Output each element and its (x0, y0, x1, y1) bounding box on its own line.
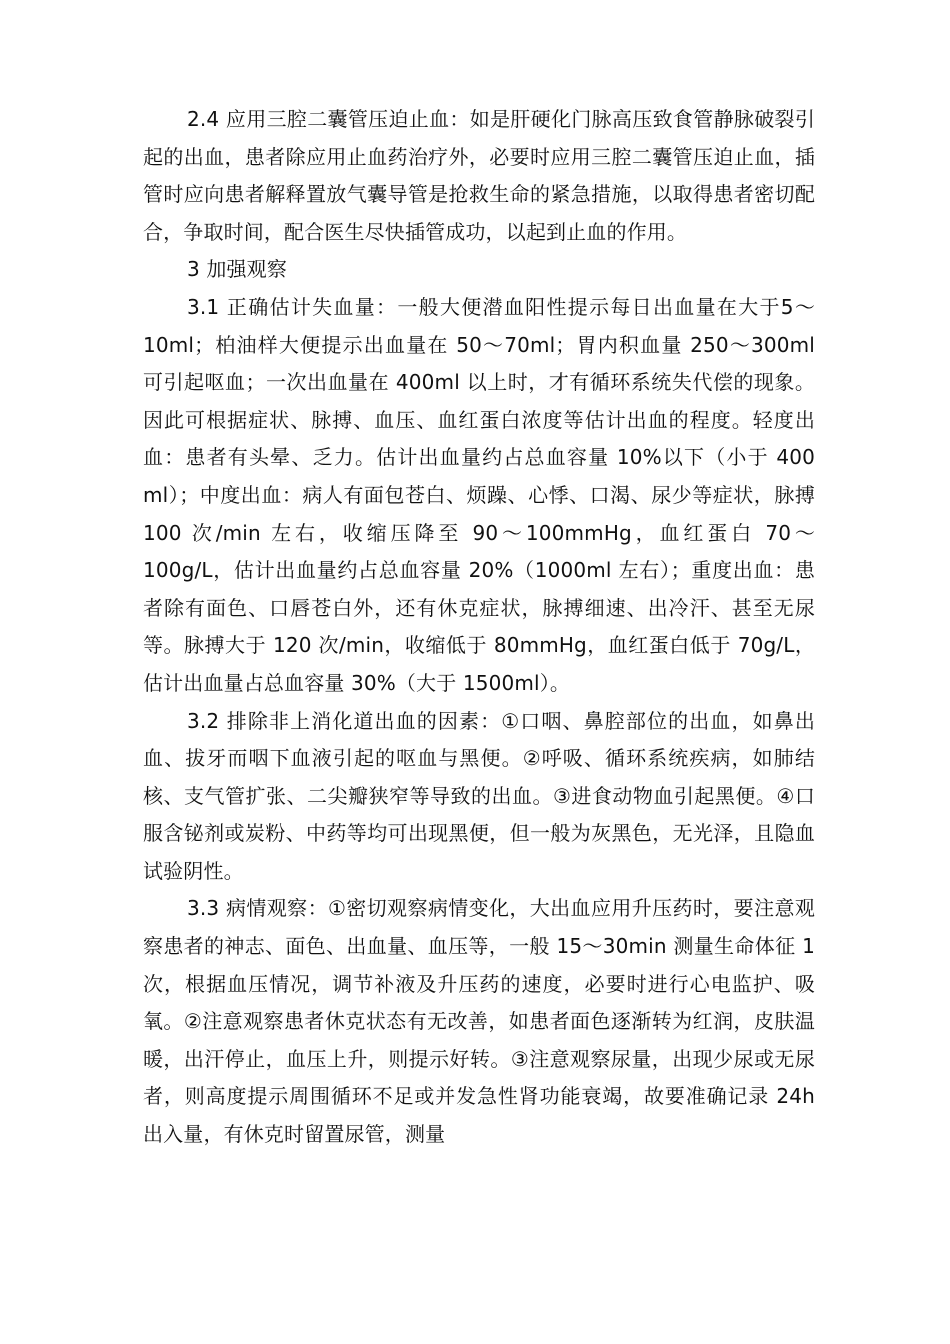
document-body (143, 101, 815, 1154)
paragraph-3-1: 3.1 正确估计失血量：一般大便潜血阳性提示每日出血量在大于5～10ml；柏油样大便提示出血量在 50～70ml；胃内积血量 250～300ml 可引起呕血；一次出血量在 400ml 以上时，才有循环系统失代偿的现象。因此可根据症状、脉搏、血压、血红蛋白浓度等估计出血的程度。轻度出血：患者有头晕、乏力。估计出血量约占总血容量 10%以下（小于 400 ml）；中度出血：病人有面包苍白、烦躁、心悸、口渴、尿少等症状，脉搏 100 次/min 左右，收缩压降至 90～100mmHg，血红蛋白 70～100g/L，估计出血量约占总血容量 20%（1000ml 左右）；重度出血：患者除有面色、口唇苍白外，还有休克症状，脉搏细速、出冷汗、甚至无尿等。脉搏大于 120 次/min，收缩低于 80mmHg，血红蛋白低于 70g/L，估计出血量占总血容量 30%（大于 1500ml）。 (143, 294, 815, 695)
paragraph-3-2: 3.2 排除非上消化道出血的因素：①口咽、鼻腔部位的出血，如鼻出血、拔牙而咽下血液引起的呕血与黑便。②呼吸、循环系统疾病，如肺结核、支气管扩张、二尖瓣狭窄等导致的出血。③进食动物血引起黑便。④口服含铋剂或炭粉、中药等均可出现黑便，但一般为灰黑色，无光泽，且隐血试验阴性。 (143, 708, 815, 883)
paragraph-3-3: 3.3 病情观察：①密切观察病情变化，大出血应用升压药时，要注意观察患者的神志、面色、出血量、血压等，一般 15～30min 测量生命体征 1 次，根据血压情况，调节补液及升压药的速度，必要时进行心电监护、吸氧。②注意观察患者休克状态有无改善，如患者面色逐渐转为红润，皮肤温暖，出汗停止，血压上升，则提示好转。③注意观察尿量，出现少尿或无尿者，则高度提示周围循环不足或并发急性肾功能衰竭，故要准确记录 24h 出入量，有休克时留置尿管，测量 (143, 896, 815, 1147)
paragraph-2-4: 2.4 应用三腔二囊管压迫止血：如是肝硬化门脉高压致食管静脉破裂引起的出血，患者除应用止血药治疗外，必要时应用三腔二囊管压迫止血，插管时应向患者解释置放气囊导管是抢救生命的紧急措施，以取得患者密切配合，争取时间，配合医生尽快插管成功，以起到止血的作用。 (143, 107, 815, 244)
section-heading-3: 3 加强观察 (187, 257, 287, 282)
